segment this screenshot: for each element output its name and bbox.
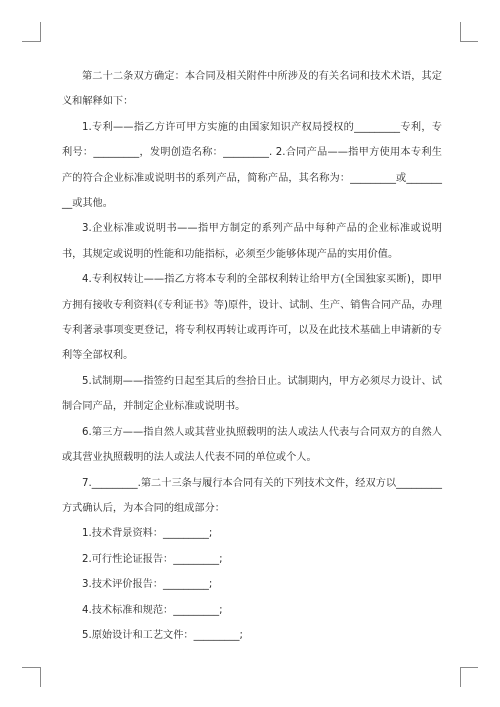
paragraph-patent-transfer: 4.专利权转让——指乙方将本专利的全部权利转让给甲方(全国独家买断)，即甲方拥有接收专利资料(《专利证书》等)原件，设计、试制、生产、销售合同产品，办理专利著录事项变更登记，将专利权再转让或再许可，以及在此技术基础上申请新的专利等全部权利。 xyxy=(62,274,442,362)
crop-mark-bottom-right xyxy=(460,667,461,687)
paragraph-enterprise-standard: 3.企业标准或说明书——指甲方制定的系列产品中每种产品的企业标准或说明书，其规定或说明的性能和功能指标，必须至少能够体现产品的实用价值。 xyxy=(62,223,442,260)
list-item-design-files: 5.原始设计和工艺文件：_________; xyxy=(82,629,243,641)
paragraph-technical-documents: 7._________.第二十三条与履行本合同有关的下列技术文件，经双方以_________方式确认后，为本合同的组成部分： xyxy=(62,477,442,514)
crop-mark-top-right xyxy=(460,22,461,42)
crop-mark-bottom-left xyxy=(40,667,41,687)
paragraph-patent-definition: 1.专利——指乙方许可甲方实施的由国家知识产权局授权的_________专利，专利号：_________，发明创造名称：_________. 2.合同产品——指甲方使用本专利生产的符合企业标准或说明书的系列产品，简称产品，其名称为：_________或_________或其他。 xyxy=(62,121,442,210)
paragraph-third-party: 6.第三方——指自然人或其营业执照载明的法人或法人代表与合同双方的自然人或其营业执照载明的法人或法人代表不同的单位或个人。 xyxy=(62,426,442,464)
list-item-technical-background: 1.技术背景资料：_________; xyxy=(82,528,213,540)
paragraph-definitions-intro: 第二十二条双方确定：本合同及相关附件中所涉及的有关名词和技术术语，其定义和解释如下： xyxy=(62,71,442,108)
crop-mark-top-left xyxy=(22,41,40,42)
crop-mark-bottom-right xyxy=(460,667,478,668)
paragraph-trial-period: 5.试制期——指签约日起至其后的叁拾日止。试制期内，甲方必须尽力设计、试制合同产品，并制定企业标准或说明书。 xyxy=(62,375,442,413)
list-item-standards: 4.技术标准和规范：_________; xyxy=(82,604,223,616)
crop-mark-top-left xyxy=(40,22,41,42)
list-item-feasibility-report: 2.可行性论证报告：_________; xyxy=(82,553,223,565)
document-body xyxy=(62,64,442,648)
crop-mark-top-right xyxy=(460,41,478,42)
crop-mark-bottom-left xyxy=(22,667,40,668)
list-item-evaluation-report: 3.技术评价报告：_________; xyxy=(82,579,213,591)
